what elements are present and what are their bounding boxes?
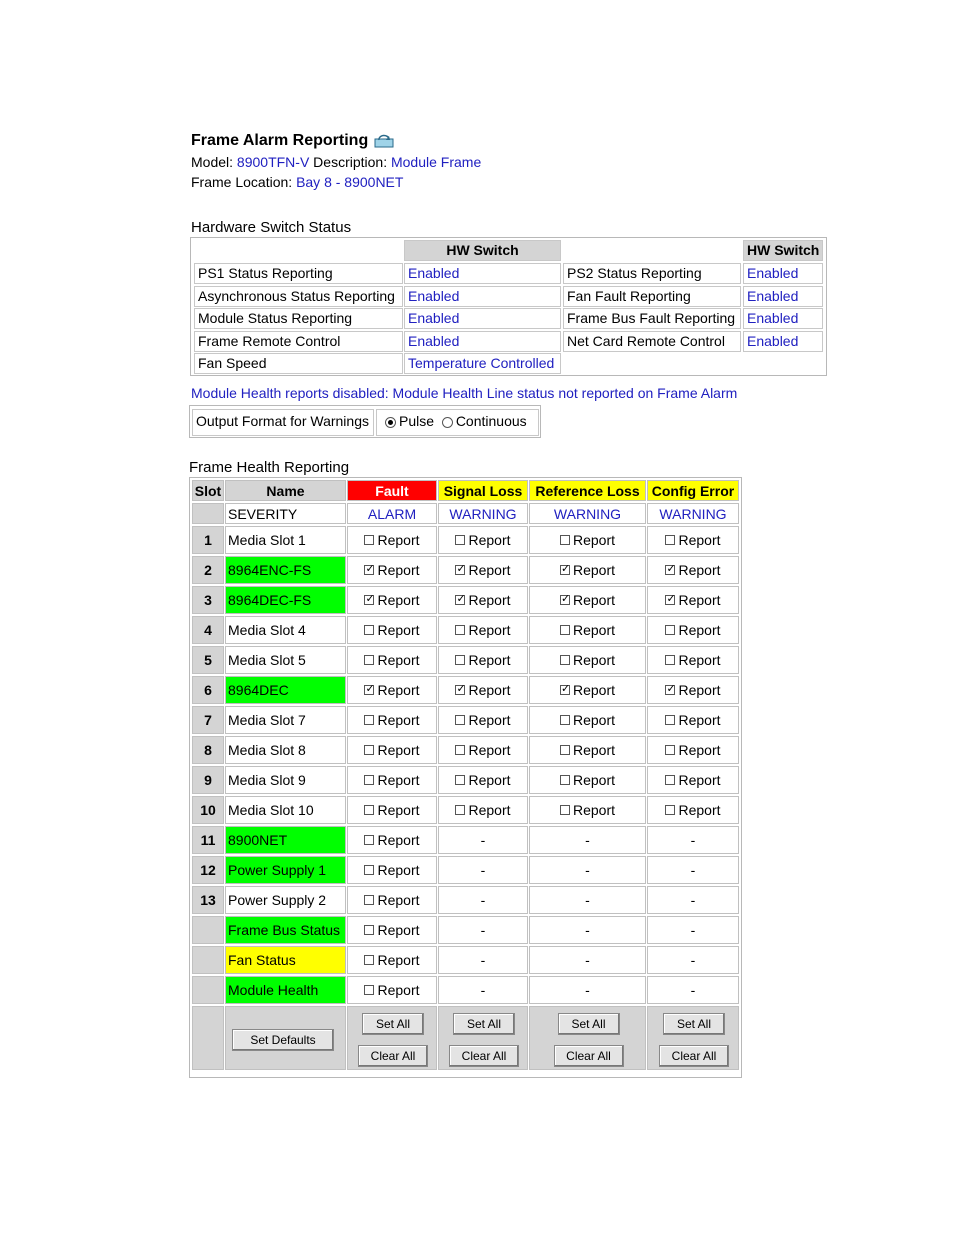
module-name: Media Slot 7 [225, 706, 346, 734]
name-header: Name [225, 480, 346, 501]
report-checkbox-cell[interactable] [438, 526, 528, 554]
not-applicable-cell: - [647, 856, 739, 884]
column-header: Signal Loss [438, 480, 528, 501]
report-checkbox[interactable] [665, 655, 675, 665]
report-label: Report [377, 862, 420, 878]
report-label: Report [377, 562, 420, 578]
report-checkbox-cell[interactable] [347, 946, 437, 974]
report-checkbox-cell[interactable] [529, 616, 646, 644]
report-checkbox-cell[interactable] [438, 676, 528, 704]
report-checkbox-cell[interactable] [529, 586, 646, 614]
slot-number: 7 [192, 706, 224, 734]
slot-number: 6 [192, 676, 224, 704]
report-label: Report [377, 832, 420, 848]
not-applicable-cell: - [647, 886, 739, 914]
report-checkbox[interactable] [455, 655, 465, 665]
report-checkbox[interactable] [560, 625, 570, 635]
report-label: Report [468, 562, 511, 578]
report-checkbox[interactable] [364, 745, 374, 755]
model-value: 8900TFN-V [236, 154, 310, 170]
report-checkbox[interactable] [560, 805, 570, 815]
report-checkbox[interactable] [560, 535, 570, 545]
report-label: Report [468, 712, 511, 728]
hw-label: Fan Speed [194, 353, 403, 374]
clear-all-button[interactable]: Clear All [449, 1045, 519, 1067]
report-checkbox-cell[interactable] [438, 646, 528, 674]
module-name: Media Slot 8 [225, 736, 346, 764]
report-checkbox[interactable] [665, 535, 675, 545]
report-checkbox-cell[interactable] [529, 646, 646, 674]
set-defaults-cell [225, 1006, 346, 1070]
report-checkbox[interactable] [560, 775, 570, 785]
report-checkbox[interactable] [364, 835, 374, 845]
module-name: Media Slot 5 [225, 646, 346, 674]
output-format-label: Output Format for Warnings [192, 409, 374, 436]
column-buttons-cell [347, 1006, 437, 1070]
not-applicable-cell: - [647, 976, 739, 1004]
slot-number: 8 [192, 736, 224, 764]
report-checkbox-cell[interactable] [529, 736, 646, 764]
report-label: Report [572, 532, 616, 548]
report-checkbox[interactable] [364, 625, 374, 635]
report-label: Report [572, 772, 616, 788]
report-checkbox-cell[interactable] [438, 586, 528, 614]
report-checkbox[interactable] [455, 805, 465, 815]
module-name: 8964ENC-FS [225, 556, 346, 584]
severity-slot-cell [192, 503, 224, 524]
not-applicable-cell: - [438, 916, 528, 944]
slot-number: 5 [192, 646, 224, 674]
set-all-button[interactable]: Set All [453, 1013, 515, 1035]
module-name: Media Slot 10 [225, 796, 346, 824]
report-checkbox[interactable] [665, 685, 675, 695]
report-checkbox-cell[interactable] [347, 586, 437, 614]
column-buttons-cell [529, 1006, 646, 1070]
hw-switch-table [190, 237, 827, 376]
report-checkbox-cell[interactable] [347, 976, 437, 1004]
not-applicable-cell: - [529, 856, 646, 884]
report-checkbox-cell[interactable] [647, 796, 739, 824]
report-checkbox[interactable] [455, 715, 465, 725]
report-label: Report [377, 652, 420, 668]
report-checkbox[interactable] [364, 865, 374, 875]
report-checkbox-cell[interactable] [529, 706, 646, 734]
not-applicable-cell: - [438, 826, 528, 854]
hw-label: Fan Fault Reporting [563, 286, 741, 307]
model-line: Model: 8900TFN-V Description: Module Frame [191, 154, 482, 170]
slot-number: 10 [192, 796, 224, 824]
report-label: Report [678, 652, 721, 668]
slot-number: 13 [192, 886, 224, 914]
button-row-slot-cell [192, 1006, 224, 1070]
report-checkbox[interactable] [364, 655, 374, 665]
report-checkbox-cell[interactable] [438, 556, 528, 584]
report-label: Report [572, 802, 616, 818]
report-label: Report [468, 652, 511, 668]
column-buttons-cell [647, 1006, 739, 1070]
slot-header: Slot [192, 480, 224, 501]
report-checkbox-cell[interactable] [347, 826, 437, 854]
report-checkbox-cell[interactable] [647, 616, 739, 644]
report-checkbox[interactable] [364, 955, 374, 965]
continuous-radio[interactable] [442, 417, 453, 428]
hw-label: Asynchronous Status Reporting [194, 286, 403, 307]
report-checkbox[interactable] [364, 535, 374, 545]
report-checkbox-cell[interactable] [438, 706, 528, 734]
report-checkbox[interactable] [455, 685, 465, 695]
report-label: Report [468, 802, 511, 818]
report-label: Report [468, 622, 511, 638]
report-checkbox-cell[interactable] [347, 796, 437, 824]
output-format-box [189, 405, 541, 438]
severity-value: WARNING [647, 503, 739, 524]
report-checkbox-cell[interactable] [647, 676, 739, 704]
not-applicable-cell: - [647, 826, 739, 854]
report-label: Report [377, 682, 420, 698]
module-name: Frame Bus Status [225, 916, 346, 944]
severity-value: WARNING [529, 503, 646, 524]
report-label: Report [377, 712, 420, 728]
report-checkbox-cell[interactable] [347, 646, 437, 674]
report-checkbox-cell[interactable] [647, 646, 739, 674]
report-checkbox[interactable] [364, 985, 374, 995]
report-checkbox-cell[interactable] [438, 796, 528, 824]
hw-value: Enabled [743, 286, 823, 307]
column-header: Fault [347, 480, 437, 501]
report-checkbox[interactable] [455, 775, 465, 785]
report-checkbox-cell[interactable] [647, 556, 739, 584]
report-checkbox-cell[interactable] [438, 766, 528, 794]
report-label: Report [377, 982, 420, 998]
report-label: Report [678, 592, 721, 608]
set-all-button[interactable]: Set All [362, 1013, 424, 1035]
report-checkbox-cell[interactable] [347, 706, 437, 734]
refresh-icon[interactable] [374, 134, 394, 148]
report-checkbox[interactable] [560, 595, 570, 605]
report-checkbox-cell[interactable] [529, 526, 646, 554]
report-label: Report [377, 592, 420, 608]
report-label: Report [678, 562, 721, 578]
slot-number: 3 [192, 586, 224, 614]
report-label: Report [377, 772, 420, 788]
report-checkbox[interactable] [364, 595, 374, 605]
severity-label: SEVERITY [225, 503, 346, 524]
report-label: Report [572, 712, 616, 728]
severity-value: WARNING [438, 503, 528, 524]
report-label: Report [377, 952, 420, 968]
not-applicable-cell: - [438, 946, 528, 974]
report-checkbox[interactable] [455, 535, 465, 545]
report-label: Report [468, 592, 511, 608]
report-checkbox[interactable] [364, 895, 374, 905]
module-name: Fan Status [225, 946, 346, 974]
report-label: Report [377, 532, 420, 548]
module-name: 8964DEC [225, 676, 346, 704]
report-checkbox[interactable] [364, 925, 374, 935]
report-checkbox[interactable] [560, 565, 570, 575]
hw-col-header-right: HW Switch [743, 240, 823, 261]
report-checkbox-cell[interactable] [647, 766, 739, 794]
header [191, 132, 481, 190]
description-value: Module Frame [390, 154, 482, 170]
column-header: Reference Loss [529, 480, 646, 501]
hw-label: Frame Remote Control [194, 331, 403, 352]
report-checkbox-cell[interactable] [347, 736, 437, 764]
not-applicable-cell: - [529, 826, 646, 854]
set-all-button[interactable]: Set All [558, 1013, 620, 1035]
report-checkbox[interactable] [665, 565, 675, 575]
report-checkbox[interactable] [560, 745, 570, 755]
not-applicable-cell: - [647, 916, 739, 944]
report-checkbox-cell[interactable] [647, 586, 739, 614]
hw-section-title: Hardware Switch Status [191, 219, 352, 236]
report-label: Report [468, 742, 511, 758]
report-label: Report [377, 742, 420, 758]
hw-value: Enabled [404, 308, 561, 329]
report-checkbox-cell[interactable] [647, 526, 739, 554]
report-checkbox-cell[interactable] [347, 556, 437, 584]
hw-label: PS2 Status Reporting [563, 263, 741, 284]
report-label: Report [678, 712, 721, 728]
module-name: Media Slot 9 [225, 766, 346, 794]
report-checkbox-cell[interactable] [438, 736, 528, 764]
clear-all-button[interactable]: Clear All [659, 1045, 729, 1067]
slot-number: 12 [192, 856, 224, 884]
report-checkbox[interactable] [665, 775, 675, 785]
report-checkbox[interactable] [560, 685, 570, 695]
report-checkbox-cell[interactable] [529, 676, 646, 704]
report-label: Report [678, 622, 721, 638]
frame-health-table [189, 477, 742, 1078]
hw-value: Temperature Controlled [404, 353, 561, 374]
report-checkbox-cell[interactable] [529, 556, 646, 584]
report-checkbox-cell[interactable] [347, 856, 437, 884]
report-label: Report [377, 892, 420, 908]
report-label: Report [572, 562, 616, 578]
report-checkbox[interactable] [665, 805, 675, 815]
module-name: Media Slot 1 [225, 526, 346, 554]
report-checkbox-cell[interactable] [647, 706, 739, 734]
report-checkbox-cell[interactable] [647, 736, 739, 764]
report-checkbox-cell[interactable] [347, 886, 437, 914]
report-label: Report [678, 772, 721, 788]
module-name: Media Slot 4 [225, 616, 346, 644]
report-label: Report [377, 802, 420, 818]
severity-value: ALARM [347, 503, 437, 524]
module-name: Power Supply 1 [225, 856, 346, 884]
hw-value: Enabled [404, 263, 561, 284]
not-applicable-cell: - [529, 976, 646, 1004]
hw-label: Net Card Remote Control [563, 331, 741, 352]
report-label: Report [468, 772, 511, 788]
module-name: Module Health [225, 976, 346, 1004]
report-checkbox[interactable] [364, 685, 374, 695]
report-checkbox[interactable] [560, 715, 570, 725]
hw-value: Enabled [743, 331, 823, 352]
report-checkbox[interactable] [455, 595, 465, 605]
report-checkbox[interactable] [665, 625, 675, 635]
hw-value: Enabled [404, 331, 561, 352]
hw-value: Enabled [743, 308, 823, 329]
hw-label: Frame Bus Fault Reporting [563, 308, 741, 329]
page-title: Frame Alarm Reporting [191, 132, 481, 150]
report-label: Report [377, 622, 420, 638]
module-name: Power Supply 2 [225, 886, 346, 914]
report-label: Report [468, 682, 511, 698]
report-label: Report [572, 682, 616, 698]
not-applicable-cell: - [529, 886, 646, 914]
slot-number: 2 [192, 556, 224, 584]
clear-all-button[interactable]: Clear All [358, 1045, 428, 1067]
report-label: Report [678, 682, 721, 698]
report-checkbox-cell[interactable] [438, 616, 528, 644]
not-applicable-cell: - [438, 856, 528, 884]
report-checkbox[interactable] [364, 715, 374, 725]
hw-value: Enabled [743, 263, 823, 284]
report-checkbox[interactable] [364, 805, 374, 815]
report-checkbox[interactable] [560, 655, 570, 665]
report-checkbox[interactable] [455, 565, 465, 575]
report-checkbox-cell[interactable] [529, 766, 646, 794]
set-defaults-button[interactable]: Set Defaults [232, 1029, 334, 1051]
slot-number: 1 [192, 526, 224, 554]
module-health-note: Module Health reports disabled: Module Health Line status not reported on Frame Alarm [191, 385, 738, 401]
slot-number [192, 946, 224, 974]
report-checkbox[interactable] [455, 625, 465, 635]
module-name: 8900NET [225, 826, 346, 854]
location-value: Bay 8 - 8900NET [296, 174, 404, 190]
column-buttons-cell [438, 1006, 528, 1070]
set-all-button[interactable]: Set All [663, 1013, 725, 1035]
pulse-radio[interactable] [385, 417, 396, 428]
slot-number: 9 [192, 766, 224, 794]
location-line: Frame Location: Bay 8 - 8900NET [191, 174, 404, 190]
report-label: Report [572, 742, 616, 758]
not-applicable-cell: - [647, 946, 739, 974]
slot-number: 11 [192, 826, 224, 854]
report-checkbox[interactable] [665, 745, 675, 755]
report-checkbox[interactable] [665, 595, 675, 605]
report-checkbox[interactable] [364, 565, 374, 575]
slot-number [192, 976, 224, 1004]
report-checkbox-cell[interactable] [347, 766, 437, 794]
not-applicable-cell: - [438, 886, 528, 914]
fh-section-title: Frame Health Reporting [189, 459, 350, 476]
output-format-options: Pulse Continuous [376, 409, 539, 436]
report-label: Report [678, 532, 721, 548]
slot-number [192, 916, 224, 944]
report-checkbox-cell[interactable] [529, 796, 646, 824]
report-label: Report [572, 652, 616, 668]
hw-label: PS1 Status Reporting [194, 263, 403, 284]
report-label: Report [678, 802, 721, 818]
report-checkbox-cell[interactable] [347, 526, 437, 554]
column-header: Config Error [647, 480, 739, 501]
report-checkbox[interactable] [455, 745, 465, 755]
report-label: Report [468, 532, 511, 548]
report-label: Report [572, 592, 616, 608]
report-checkbox-cell[interactable] [347, 676, 437, 704]
slot-number: 4 [192, 616, 224, 644]
hw-col-header-left: HW Switch [404, 240, 561, 261]
module-name: 8964DEC-FS [225, 586, 346, 614]
report-checkbox[interactable] [665, 715, 675, 725]
hw-label: Module Status Reporting [194, 308, 403, 329]
clear-all-button[interactable]: Clear All [554, 1045, 624, 1067]
hw-value: Enabled [404, 286, 561, 307]
report-checkbox[interactable] [364, 775, 374, 785]
report-checkbox-cell[interactable] [347, 616, 437, 644]
report-label: Report [678, 742, 721, 758]
not-applicable-cell: - [438, 976, 528, 1004]
report-label: Report [572, 622, 616, 638]
not-applicable-cell: - [529, 916, 646, 944]
report-checkbox-cell[interactable] [347, 916, 437, 944]
report-label: Report [377, 922, 420, 938]
not-applicable-cell: - [529, 946, 646, 974]
